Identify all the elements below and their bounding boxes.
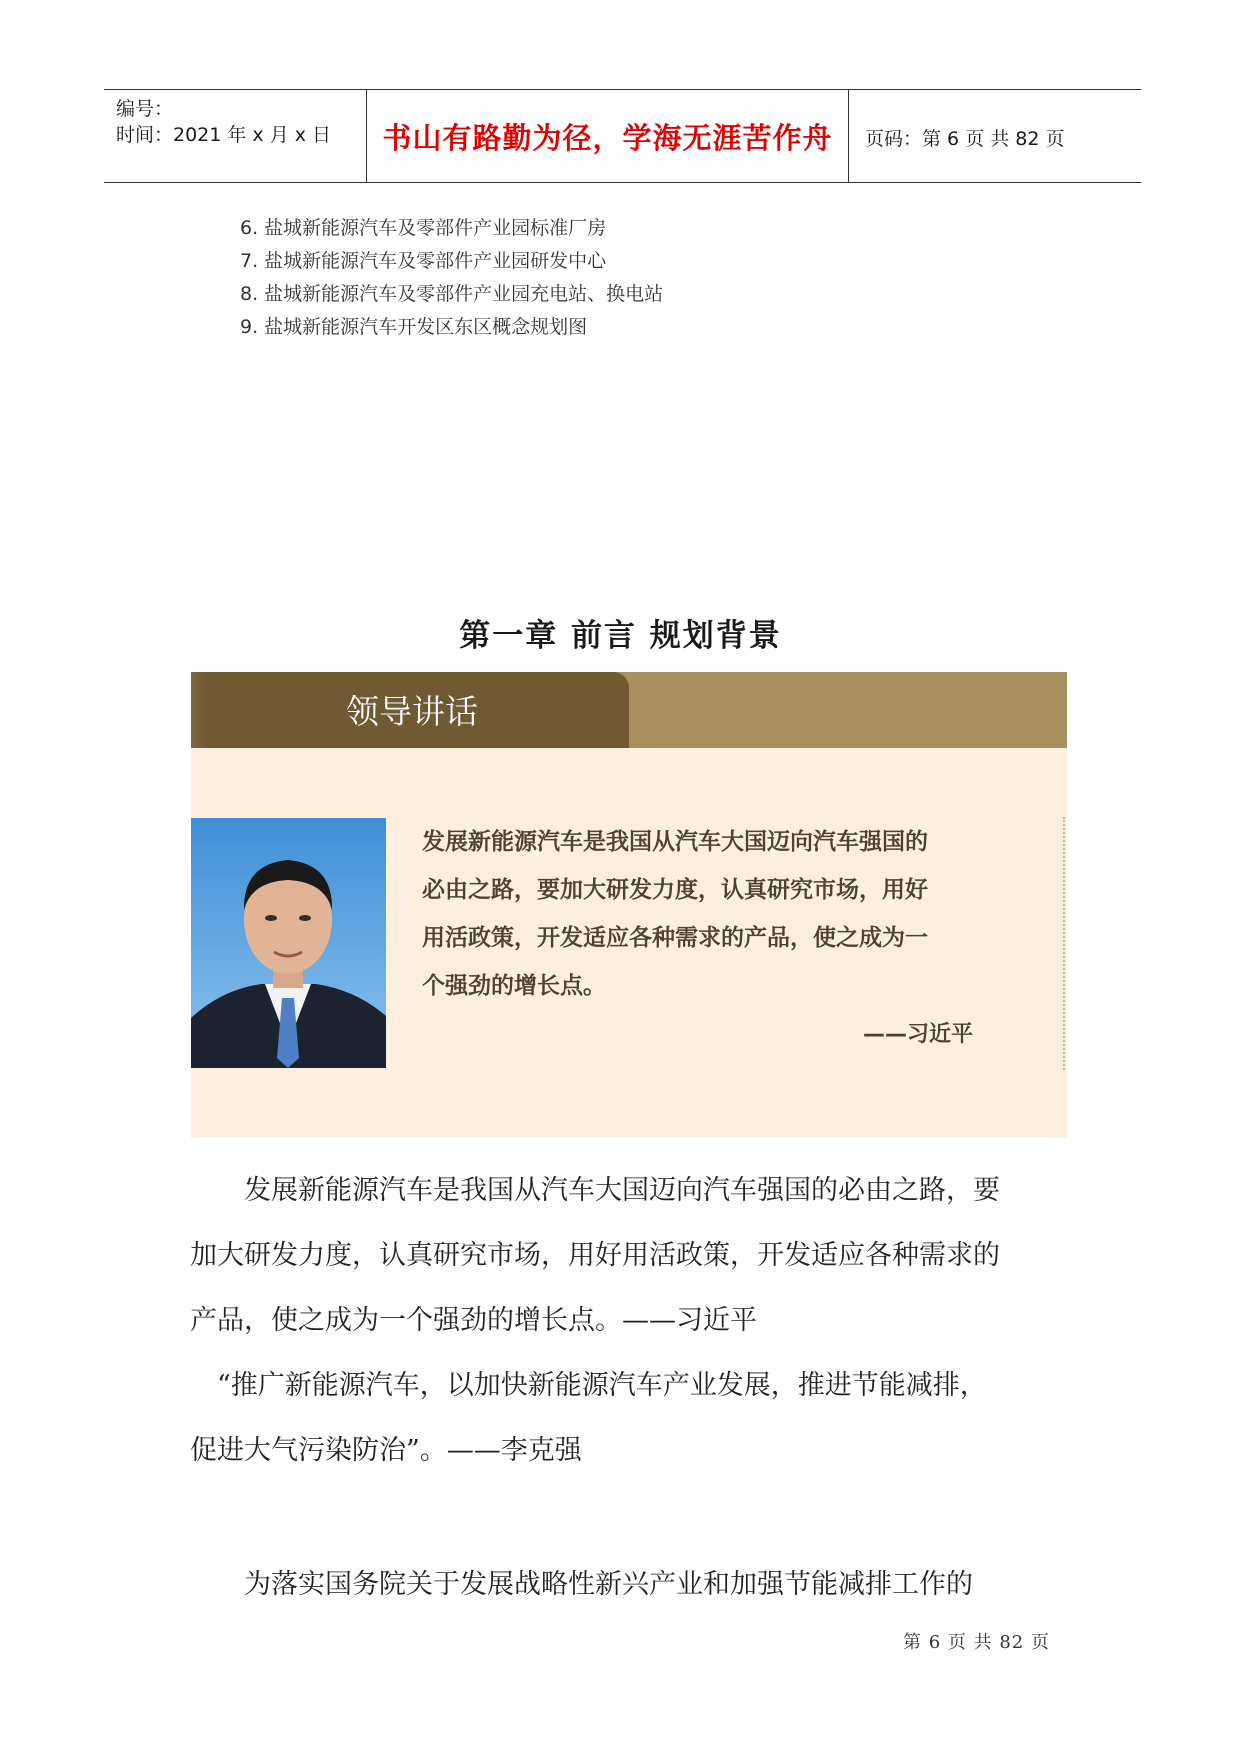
paragraph-line: 促进大气污染防治”。——李克强: [190, 1435, 582, 1466]
quote-line: 发展新能源汽车是我国从汽车大国迈向汽车强国的: [422, 829, 928, 855]
body-paragraph-3: [190, 1552, 1070, 1617]
header-right-cell: [849, 90, 1141, 182]
banner-title: 领导讲话: [346, 692, 478, 731]
paragraph-line: 发展新能源汽车是我国从汽车大国迈向汽车强国的必由之路，要: [190, 1175, 1000, 1206]
header-motto: 书山有路勤为径，学海无涯苦作舟: [382, 121, 833, 155]
banner-quote: [422, 818, 992, 1010]
body-paragraph-1: [190, 1158, 1070, 1353]
toc-item: 6. 盐城新能源汽车及零部件产业园标准厂房: [240, 217, 607, 239]
page-header: [104, 89, 1141, 183]
quote-line: 用活政策，开发适应各种需求的产品，使之成为一: [422, 925, 928, 951]
toc-item: 7. 盐城新能源汽车及零部件产业园研发中心: [240, 250, 607, 272]
quote-line: 必由之路，要加大研发力度，认真研究市场，用好: [422, 877, 928, 903]
banner-dotted-divider: [1063, 817, 1065, 1070]
paragraph-line: 加大研发力度，认真研究市场，用好用活政策，开发适应各种需求的: [190, 1240, 1000, 1271]
header-motto-cell: [367, 90, 849, 182]
portrait-illustration: [191, 818, 386, 1068]
body-paragraph-2: [190, 1353, 1070, 1483]
paragraph-line: “推广新能源汽车，以加快新能源汽车产业发展，推进节能减排，: [190, 1370, 987, 1401]
toc-item: 8. 盐城新能源汽车及零部件产业园充电站、换电站: [240, 283, 664, 305]
paragraph-line: 为落实国务院关于发展战略性新兴产业和加强节能减排工作的: [190, 1569, 973, 1600]
chapter-title: 第一章 前言 规划背景: [459, 618, 782, 654]
toc-list: [240, 212, 663, 344]
quote-attribution: ——习近平: [863, 1022, 974, 1047]
leader-portrait-image: [191, 818, 386, 1068]
header-left-cell: [104, 90, 367, 182]
paragraph-line: 产品，使之成为一个强劲的增长点。——习近平: [190, 1305, 757, 1336]
leader-speech-banner: [191, 672, 1067, 1138]
date-line: 时间：2021 年 x 月 x 日: [116, 124, 332, 146]
quote-line: 个强劲的增长点。: [422, 973, 606, 999]
serial-label: 编号：: [116, 98, 174, 120]
page-footer: 第 6 页 共 82 页: [903, 1632, 1050, 1653]
toc-item: 9. 盐城新能源汽车开发区东区概念规划图: [240, 316, 588, 338]
header-page-code: 页码：第 6 页 共 82 页: [865, 128, 1065, 150]
